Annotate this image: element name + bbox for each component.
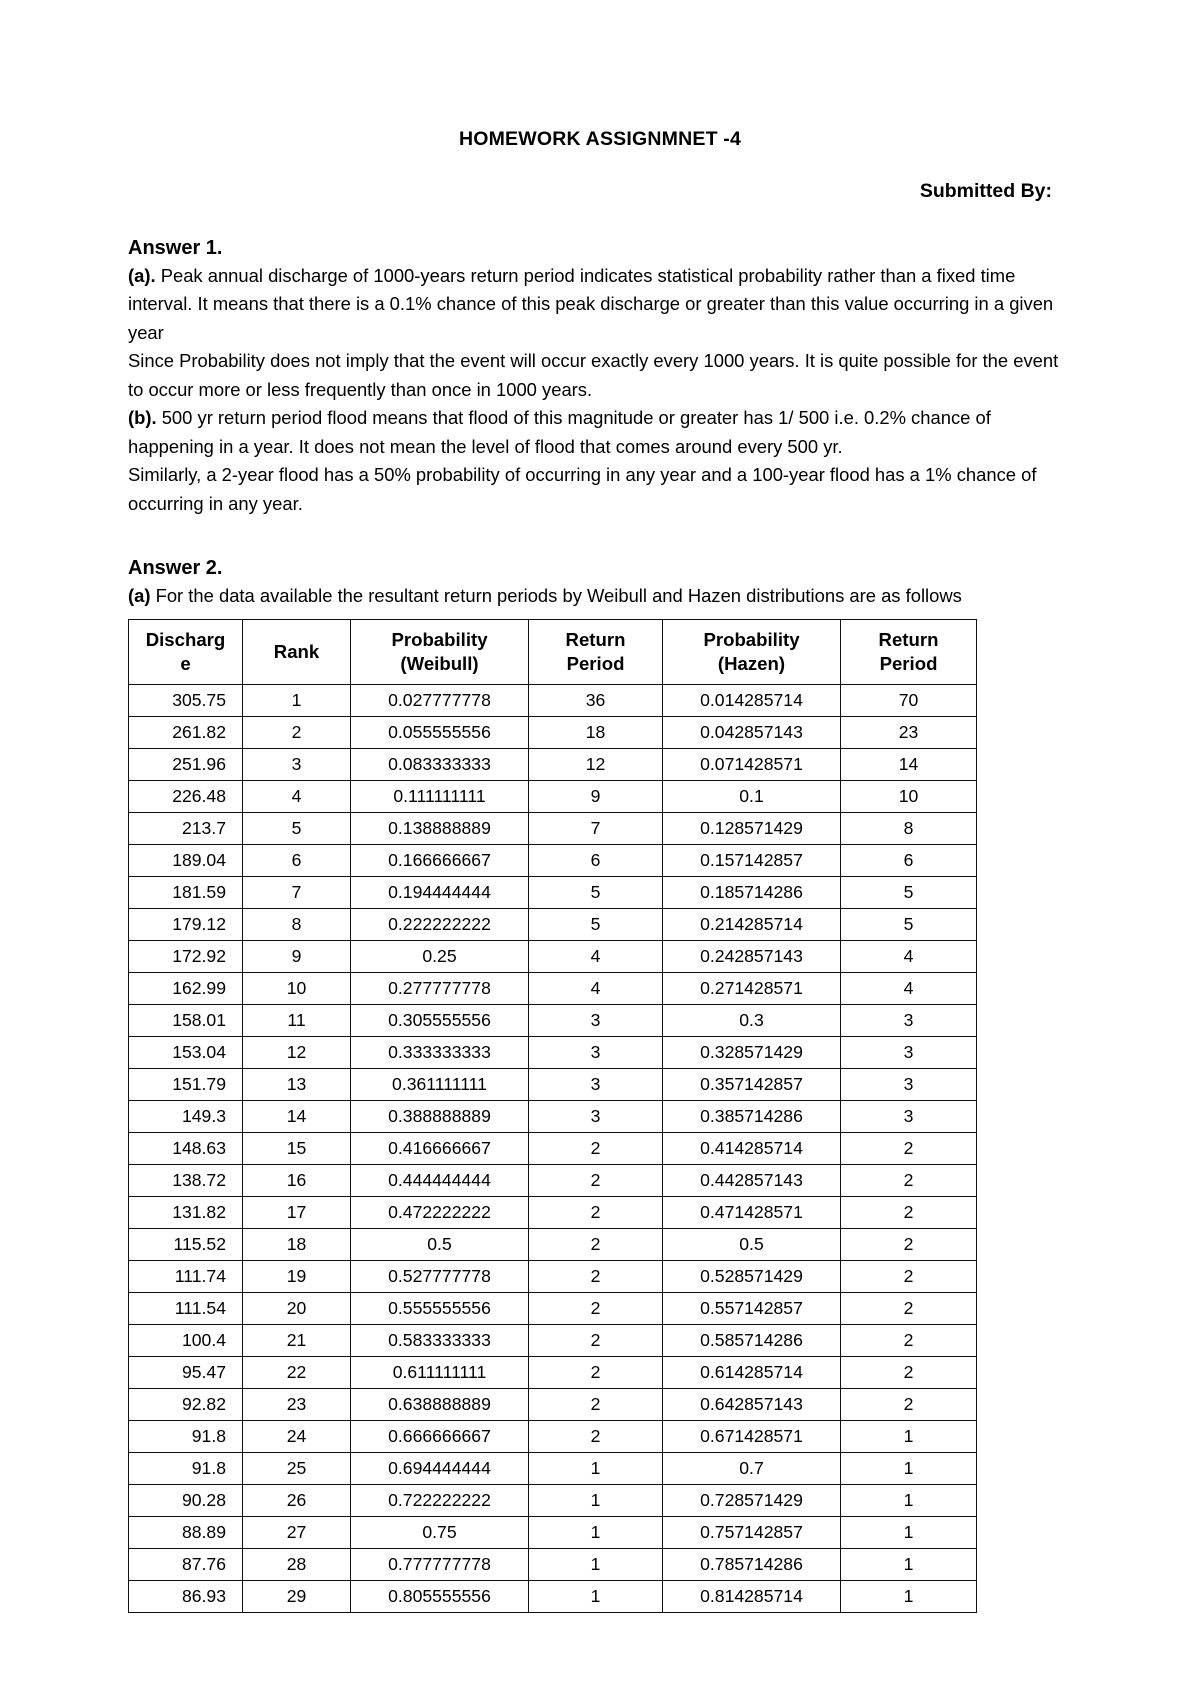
table-row [129,1388,977,1420]
cell-rank: 6 [243,844,351,876]
cell-return-period-weibull: 9 [529,780,663,812]
cell-rank: 18 [243,1228,351,1260]
cell-probability-hazen: 0.1 [663,780,841,812]
cell-probability-hazen: 0.385714286 [663,1100,841,1132]
cell-return-period-hazen: 2 [841,1260,977,1292]
cell-probability-hazen: 0.757142857 [663,1516,841,1548]
cell-return-period-hazen: 2 [841,1356,977,1388]
cell-probability-weibull: 0.111111111 [351,780,529,812]
cell-probability-hazen: 0.671428571 [663,1420,841,1452]
cell-discharge: 226.48 [129,780,243,812]
table-row [129,780,977,812]
cell-return-period-weibull: 4 [529,972,663,1004]
cell-probability-weibull: 0.277777778 [351,972,529,1004]
cell-discharge: 88.89 [129,1516,243,1548]
column-header-return-period-hazen-line1: Return [878,628,939,650]
cell-discharge: 131.82 [129,1196,243,1228]
cell-return-period-weibull: 1 [529,1580,663,1612]
cell-return-period-weibull: 2 [529,1292,663,1324]
cell-probability-hazen: 0.328571429 [663,1036,841,1068]
cell-rank: 22 [243,1356,351,1388]
answer-1-part-a [128,262,1072,348]
cell-return-period-weibull: 2 [529,1196,663,1228]
cell-probability-weibull: 0.333333333 [351,1036,529,1068]
column-header-probability-hazen [663,619,841,684]
cell-probability-weibull: 0.083333333 [351,748,529,780]
cell-return-period-weibull: 2 [529,1324,663,1356]
cell-rank: 10 [243,972,351,1004]
column-header-discharge-line1: Discharg [145,628,226,650]
cell-discharge: 158.01 [129,1004,243,1036]
cell-discharge: 111.74 [129,1260,243,1292]
cell-discharge: 91.8 [129,1420,243,1452]
cell-return-period-hazen: 6 [841,844,977,876]
cell-probability-weibull: 0.666666667 [351,1420,529,1452]
column-header-discharge-line2: e [180,652,191,674]
cell-return-period-hazen: 3 [841,1100,977,1132]
cell-return-period-hazen: 2 [841,1388,977,1420]
column-header-probability-weibull [351,619,529,684]
table-row [129,1452,977,1484]
cell-rank: 29 [243,1580,351,1612]
table-row [129,1196,977,1228]
cell-return-period-hazen: 4 [841,940,977,972]
cell-discharge: 213.7 [129,812,243,844]
cell-discharge: 172.92 [129,940,243,972]
cell-probability-weibull: 0.055555556 [351,716,529,748]
cell-rank: 11 [243,1004,351,1036]
cell-rank: 12 [243,1036,351,1068]
cell-discharge: 87.76 [129,1548,243,1580]
cell-return-period-hazen: 2 [841,1164,977,1196]
cell-discharge: 92.82 [129,1388,243,1420]
cell-return-period-hazen: 1 [841,1484,977,1516]
cell-rank: 26 [243,1484,351,1516]
cell-probability-weibull: 0.138888889 [351,812,529,844]
submitted-by-label: Submitted By: [919,180,1052,203]
cell-probability-weibull: 0.472222222 [351,1196,529,1228]
cell-probability-hazen: 0.5 [663,1228,841,1260]
cell-probability-hazen: 0.585714286 [663,1324,841,1356]
column-header-probability-weibull-line1: Probability [391,628,488,650]
cell-probability-hazen: 0.157142857 [663,844,841,876]
cell-rank: 16 [243,1164,351,1196]
cell-return-period-weibull: 1 [529,1452,663,1484]
answer-1-paragraph-2-text: Since Probability does not imply that the event will occur exactly every 1000 years. It is quite possible for the event to occur more or less frequently than once in 1000 years. [128,350,1059,400]
cell-discharge: 261.82 [129,716,243,748]
cell-probability-hazen: 0.271428571 [663,972,841,1004]
cell-probability-hazen: 0.614285714 [663,1356,841,1388]
cell-return-period-weibull: 1 [529,1548,663,1580]
column-header-return-period-weibull [529,619,663,684]
cell-probability-hazen: 0.471428571 [663,1196,841,1228]
cell-probability-weibull: 0.805555556 [351,1580,529,1612]
column-header-probability-hazen-line2: (Hazen) [717,652,786,674]
cell-probability-weibull: 0.611111111 [351,1356,529,1388]
cell-rank: 13 [243,1068,351,1100]
cell-discharge: 153.04 [129,1036,243,1068]
cell-rank: 15 [243,1132,351,1164]
cell-return-period-weibull: 2 [529,1420,663,1452]
cell-rank: 25 [243,1452,351,1484]
cell-discharge: 181.59 [129,876,243,908]
cell-probability-weibull: 0.5 [351,1228,529,1260]
table-row [129,748,977,780]
cell-rank: 23 [243,1388,351,1420]
cell-return-period-hazen: 1 [841,1452,977,1484]
cell-discharge: 100.4 [129,1324,243,1356]
page-title: HOMEWORK ASSIGNMNET -4 [458,128,742,150]
cell-probability-weibull: 0.75 [351,1516,529,1548]
table-row [129,876,977,908]
cell-discharge: 251.96 [129,748,243,780]
cell-probability-hazen: 0.357142857 [663,1068,841,1100]
column-header-rank-line2: Rank [273,640,320,662]
cell-return-period-weibull: 2 [529,1132,663,1164]
cell-return-period-hazen: 5 [841,908,977,940]
table-row [129,1548,977,1580]
answer-1-part-a-paragraph [128,262,1072,348]
cell-rank: 4 [243,780,351,812]
cell-probability-weibull: 0.194444444 [351,876,529,908]
cell-return-period-weibull: 36 [529,684,663,716]
cell-rank: 20 [243,1292,351,1324]
cell-probability-hazen: 0.042857143 [663,716,841,748]
cell-return-period-hazen: 3 [841,1004,977,1036]
cell-probability-hazen: 0.128571429 [663,812,841,844]
cell-return-period-hazen: 2 [841,1292,977,1324]
cell-probability-hazen: 0.414285714 [663,1132,841,1164]
cell-rank: 1 [243,684,351,716]
cell-probability-hazen: 0.071428571 [663,748,841,780]
cell-return-period-weibull: 2 [529,1260,663,1292]
table-body [129,684,977,1612]
answer-1-paragraph-2 [128,347,1072,404]
column-header-discharge [129,619,243,684]
cell-return-period-weibull: 7 [529,812,663,844]
cell-probability-weibull: 0.361111111 [351,1068,529,1100]
cell-return-period-hazen: 5 [841,876,977,908]
answer-2-part-a-text: For the data available the resultant return periods by Weibull and Hazen distributions are as follows [150,585,962,607]
answer-1-part-b [128,404,1072,461]
answer-1-paragraph-4-text: Similarly, a 2-year flood has a 50% probability of occurring in any year and a 100-year flood has a 1% chance of occurring in any year. [128,464,1037,514]
table-row [129,844,977,876]
table-row [129,1324,977,1356]
cell-discharge: 91.8 [129,1452,243,1484]
cell-return-period-hazen: 23 [841,716,977,748]
cell-discharge: 305.75 [129,684,243,716]
answer-1-part-b-text: 500 yr return period flood means that flood of this magnitude or greater has 1/ 500 i.e. 0.2% chance of happening in a year. It does not mean the level of flood that comes around every 500 yr. [128,407,991,457]
table-row [129,812,977,844]
table-row [129,1004,977,1036]
cell-return-period-hazen: 1 [841,1580,977,1612]
table-row [129,1260,977,1292]
cell-return-period-weibull: 5 [529,908,663,940]
cell-rank: 7 [243,876,351,908]
table-row [129,1228,977,1260]
cell-rank: 28 [243,1548,351,1580]
cell-discharge: 111.54 [129,1292,243,1324]
cell-return-period-weibull: 1 [529,1516,663,1548]
cell-probability-hazen: 0.185714286 [663,876,841,908]
cell-return-period-hazen: 1 [841,1548,977,1580]
cell-return-period-weibull: 2 [529,1164,663,1196]
table-row [129,1164,977,1196]
table-header-row [129,619,977,684]
column-header-probability-hazen-line1: Probability [703,628,800,650]
cell-rank: 8 [243,908,351,940]
cell-probability-weibull: 0.444444444 [351,1164,529,1196]
cell-discharge: 148.63 [129,1132,243,1164]
cell-rank: 2 [243,716,351,748]
cell-probability-hazen: 0.442857143 [663,1164,841,1196]
cell-rank: 21 [243,1324,351,1356]
table-row [129,1516,977,1548]
cell-probability-weibull: 0.583333333 [351,1324,529,1356]
answer-2-part-a-label: (a) [128,585,151,607]
cell-return-period-hazen: 2 [841,1228,977,1260]
answer-1-part-a-label: (a). [128,264,156,286]
answer-1-part-b-paragraph [128,404,1072,461]
cell-probability-hazen: 0.7 [663,1452,841,1484]
table-row [129,1580,977,1612]
cell-discharge: 115.52 [129,1228,243,1260]
cell-probability-hazen: 0.242857143 [663,940,841,972]
cell-probability-hazen: 0.3 [663,1004,841,1036]
cell-probability-weibull: 0.722222222 [351,1484,529,1516]
cell-probability-weibull: 0.416666667 [351,1132,529,1164]
cell-return-period-hazen: 2 [841,1196,977,1228]
column-header-rank [243,619,351,684]
answer-2-part-a-paragraph [128,582,1072,611]
cell-probability-weibull: 0.166666667 [351,844,529,876]
cell-return-period-weibull: 2 [529,1356,663,1388]
cell-probability-hazen: 0.214285714 [663,908,841,940]
answer-2-part-a [128,582,1072,611]
cell-discharge: 90.28 [129,1484,243,1516]
cell-probability-weibull: 0.777777778 [351,1548,529,1580]
cell-return-period-weibull: 3 [529,1036,663,1068]
cell-probability-weibull: 0.388888889 [351,1100,529,1132]
cell-return-period-weibull: 3 [529,1004,663,1036]
cell-return-period-weibull: 3 [529,1100,663,1132]
return-period-table [128,619,977,1613]
cell-rank: 27 [243,1516,351,1548]
cell-discharge: 138.72 [129,1164,243,1196]
table-row [129,1420,977,1452]
cell-probability-weibull: 0.527777778 [351,1260,529,1292]
cell-rank: 19 [243,1260,351,1292]
cell-return-period-weibull: 5 [529,876,663,908]
column-header-return-period-weibull-line1: Return [565,628,626,650]
column-header-probability-weibull-line2: (Weibull) [400,652,479,674]
cell-return-period-hazen: 3 [841,1068,977,1100]
cell-probability-hazen: 0.014285714 [663,684,841,716]
cell-probability-hazen: 0.528571429 [663,1260,841,1292]
cell-probability-weibull: 0.222222222 [351,908,529,940]
cell-rank: 3 [243,748,351,780]
cell-return-period-weibull: 1 [529,1484,663,1516]
cell-probability-hazen: 0.814285714 [663,1580,841,1612]
cell-probability-hazen: 0.642857143 [663,1388,841,1420]
column-header-return-period-hazen-line2: Period [879,652,938,674]
cell-return-period-weibull: 18 [529,716,663,748]
cell-rank: 24 [243,1420,351,1452]
cell-probability-hazen: 0.728571429 [663,1484,841,1516]
cell-return-period-weibull: 2 [529,1228,663,1260]
table-row [129,1068,977,1100]
cell-probability-hazen: 0.785714286 [663,1548,841,1580]
cell-return-period-weibull: 12 [529,748,663,780]
table-row [129,972,977,1004]
cell-return-period-weibull: 4 [529,940,663,972]
cell-probability-weibull: 0.694444444 [351,1452,529,1484]
cell-return-period-weibull: 6 [529,844,663,876]
answer-1-part-b-label: (b). [128,407,157,429]
cell-return-period-hazen: 10 [841,780,977,812]
cell-return-period-weibull: 3 [529,1068,663,1100]
table-row [129,1356,977,1388]
table-row [129,1132,977,1164]
cell-rank: 14 [243,1100,351,1132]
cell-rank: 9 [243,940,351,972]
cell-return-period-hazen: 2 [841,1132,977,1164]
cell-rank: 5 [243,812,351,844]
column-header-return-period-hazen [841,619,977,684]
cell-discharge: 149.3 [129,1100,243,1132]
cell-discharge: 86.93 [129,1580,243,1612]
table-row [129,940,977,972]
table-row [129,1292,977,1324]
cell-return-period-hazen: 70 [841,684,977,716]
cell-return-period-hazen: 3 [841,1036,977,1068]
cell-return-period-weibull: 2 [529,1388,663,1420]
cell-discharge: 151.79 [129,1068,243,1100]
cell-discharge: 179.12 [129,908,243,940]
cell-probability-weibull: 0.027777778 [351,684,529,716]
answer-1-part-a-text: Peak annual discharge of 1000-years return period indicates statistical probability rather than a fixed time interval. It means that there is a 0.1% chance of this peak discharge or greater than this value occurring in a given year [128,264,1054,343]
cell-rank: 17 [243,1196,351,1228]
cell-return-period-hazen: 8 [841,812,977,844]
cell-discharge: 162.99 [129,972,243,1004]
cell-probability-weibull: 0.638888889 [351,1388,529,1420]
cell-discharge: 189.04 [129,844,243,876]
table-row [129,1484,977,1516]
table-row [129,684,977,716]
column-header-return-period-weibull-line2: Period [566,652,625,674]
answer-2-heading: Answer 2. [128,557,223,580]
cell-probability-weibull: 0.555555556 [351,1292,529,1324]
cell-probability-hazen: 0.557142857 [663,1292,841,1324]
cell-return-period-hazen: 2 [841,1324,977,1356]
answer-1-paragraph-4 [128,461,1072,518]
table-row [129,1100,977,1132]
cell-probability-weibull: 0.25 [351,940,529,972]
table-header [129,619,977,684]
table-row [129,716,977,748]
table-row [129,908,977,940]
cell-return-period-hazen: 1 [841,1516,977,1548]
cell-return-period-hazen: 1 [841,1420,977,1452]
answer-1-heading: Answer 1. [128,236,223,259]
cell-discharge: 95.47 [129,1356,243,1388]
cell-return-period-hazen: 4 [841,972,977,1004]
table-row [129,1036,977,1068]
cell-probability-weibull: 0.305555556 [351,1004,529,1036]
cell-return-period-hazen: 14 [841,748,977,780]
